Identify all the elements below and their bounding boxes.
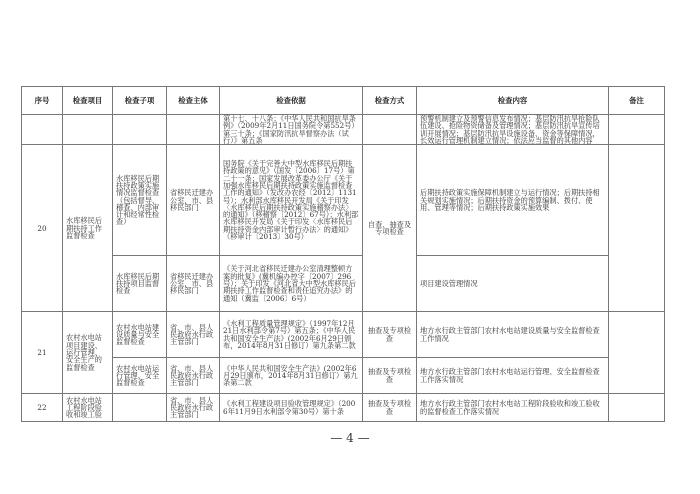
cell-content: 地方水行政主管部门农村水电站建设质量与安全监督检查工作情况 bbox=[417, 312, 609, 358]
cell-basis: 《关于河北省移民迁建办公室清理整顿方案的批复》(冀机编办控字〔2007〕296号）；关于印发《河北省大中型水库移民后期扶持工作监督检查和责任追究办法》的通知（冀监〔2006〕6号） bbox=[220, 256, 363, 312]
cell-method: 抽查及专项检查 bbox=[363, 312, 417, 358]
cell-content: 地方水行政主管部门农村水电站工程阶段验收和竣工验收的监督检查工作落实情况 bbox=[417, 394, 609, 422]
cell-subject: 省、市、县人民政府水行政主管部门 bbox=[167, 394, 220, 422]
header-no: 序号 bbox=[22, 87, 63, 115]
cell-method: 抽查及专项检查 bbox=[363, 358, 417, 394]
cell-method bbox=[363, 115, 417, 145]
cell-notes bbox=[609, 145, 665, 312]
cell-subject bbox=[167, 115, 220, 145]
table-row bbox=[22, 358, 665, 394]
table-row bbox=[22, 256, 665, 312]
table-header-row bbox=[22, 87, 665, 115]
cell-no bbox=[22, 115, 63, 145]
cell-subitem: 水库移民后期扶持政策实施情况监督检查（包括督导、稽查、内部审计和经常性检查） bbox=[113, 145, 167, 256]
cell-subitem bbox=[113, 115, 167, 145]
cell-item: 水库移民后期扶持工作监督检查 bbox=[63, 145, 113, 312]
cell-content: 后期扶持政策实施保障机制建立与运行情况；后期扶持相关规划实施情况；后期扶持资金的预算编制、拨付、使用、管理等情况；后期扶持政策实施效果 bbox=[417, 145, 609, 256]
inspection-table bbox=[21, 86, 665, 422]
cell-no: 22 bbox=[22, 394, 63, 422]
cell-content: 项目建设管理情况 bbox=[417, 256, 609, 312]
cell-item: 农村水电站工程阶段验收和竣工验 bbox=[63, 394, 113, 422]
table-row bbox=[22, 312, 665, 358]
cell-notes bbox=[609, 394, 665, 422]
header-method: 检查方式 bbox=[363, 87, 417, 115]
cell-no: 20 bbox=[22, 145, 63, 312]
cell-subject: 省、市、县人民政府水行政主管部门 bbox=[167, 312, 220, 358]
cell-basis: 国务院《关于完善大中型水库移民后期扶持政策的意见》（国发〔2006〕17号）第二十一条；国家发展改革委办公厅《关于加强水库移民后期扶持政策实施监督检查工作的通知》（发改办农经〔2012〕1131号）；水利部水库移民开发局《关于印发〈水库移民后期扶持政策实施稽察办法〉的通知》（移稽察〔2012〕67号）；水利部水库移民开发局《关于印发〈水库移民后期扶持资金内部审计暂行办法〉的通知》（移审计〔2013〕30号） bbox=[220, 145, 363, 256]
cell-subitem: 农村水电站建设质量与安全监督检查 bbox=[113, 312, 167, 358]
header-subitem: 检查子项 bbox=[113, 87, 167, 115]
cell-subject: 省、市、县人民政府水行政主管部门 bbox=[167, 358, 220, 394]
cell-notes bbox=[609, 312, 665, 394]
cell-content: 地方水行政主管部门农村水电站运行管理、安全监督检查工作落实情况 bbox=[417, 358, 609, 394]
header-content: 检查内容 bbox=[417, 87, 609, 115]
cell-basis: 第十七、十八条；《中华人民共和国抗旱条例》（2009年2月11日国务院令第552号）第三十条；《国家防汛抗旱督察办法（试行）》第五条 bbox=[220, 115, 363, 145]
table-row bbox=[22, 145, 665, 256]
cell-subject: 省移民迁建办公室，市、县移民部门 bbox=[167, 145, 220, 256]
cell-method: 自查、抽查及专项检查 bbox=[363, 145, 417, 312]
cell-subject: 省移民迁建办公室，市、县移民部门 bbox=[167, 256, 220, 312]
cell-basis: 《水利工程建设项目验收管理规定》（2006年11月9日水利部令第30号）第十条 bbox=[220, 394, 363, 422]
header-basis: 检查依据 bbox=[220, 87, 363, 115]
header-notes: 备注 bbox=[609, 87, 665, 115]
cell-subitem bbox=[113, 394, 167, 422]
cell-method: 抽查及专项检查 bbox=[363, 394, 417, 422]
header-item: 检查项目 bbox=[63, 87, 113, 115]
header-subject: 检查主体 bbox=[167, 87, 220, 115]
cell-item: 农村水电站项目建设、运行管理、安全生产的监督检查 bbox=[63, 312, 113, 394]
cell-subitem: 农村水电站运行管理、安全监督检查 bbox=[113, 358, 167, 394]
cell-no: 21 bbox=[22, 312, 63, 394]
cell-notes bbox=[609, 115, 665, 145]
cell-item bbox=[63, 115, 113, 145]
cell-basis: 《水利工程质量管理规定》（1997年12月21日水利部令第7号）第五条；《中华人民共和国安全生产法》(2002年6月29日颁布，2014年8月31日修订）第九条第二款 bbox=[220, 312, 363, 358]
table-row bbox=[22, 115, 665, 145]
table-row bbox=[22, 394, 665, 422]
cell-content: 预警机制建立及预警信息发布情况；基层防汛抗旱抢险队伍建设、抢险物资储备及管理情况；基层防汛抗旱宣传培训开展情况；基层防汛抗旱设施设备、资金等保障情况，长效运行管理机制建立情况；依法应当监督的其他内容 bbox=[417, 115, 609, 145]
page-number: — 4 — bbox=[330, 431, 370, 445]
cell-basis: 《中华人民共和国安全生产法》(2002年6月29日颁布，2014年8月31日修订）第九条第二款 bbox=[220, 358, 363, 394]
cell-subitem: 水库移民后期扶持项目监督检查 bbox=[113, 256, 167, 312]
